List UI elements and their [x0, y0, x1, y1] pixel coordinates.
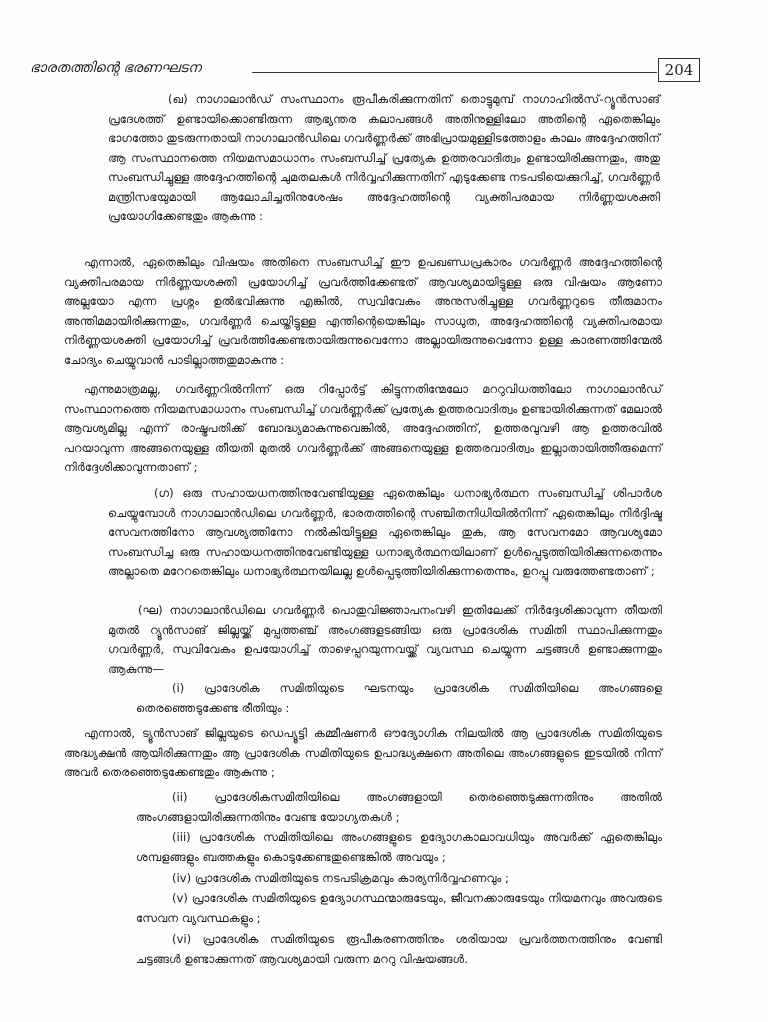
proviso-paragraph: എന്നാൽ, ഏതെങ്കിലും വിഷയം അതിനെ സംബന്ധിച്ച് ഈ ഉപഖണ്ഡപ്രകാരം ഗവർണ്ണർ അദ്ദേഹത്തിന്റെ വ്യക്തിപരമായ നിർണ്ണയശക്തി പ്രയോഗിച്ച് പ്രവർത്തിക്കേണ്ടത് ആവശ്യമായിട്ടുള്ള ഒരു വിഷയം ആണോ അല്ലയോ എന്ന പ്രശ്നം ഉൽഭവിക്കുന്നു എങ്കിൽ, സ്വവിവേകം അനുസരിച്ചുള്ള ഗവർണ്ണറുടെ തീരുമാനം അന്തിമമായിരിക്കുന്നതും, ഗവർണ്ണർ ചെയ്തിട്ടുള്ള എന്തിന്റെയെങ്കിലും സാധുത, അദ്ദേഹത്തിന്റെ വ്യക്തിപരമായ നിർണ്ണയശക്തി പ്രയോഗിച്ച് പ്രവർത്തിക്കേണ്ടതായിരുന്നുവെന്നോ അല്ലായിരുന്നുവെന്നോ ഉള്ള കാരണത്തിന്മേൽ ചോദ്യം ചെയ്യുവാൻ പാടില്ലാത്തതുമാകുന്നു :	[64, 255, 662, 367]
book-title: ഭാരതത്തിന്റെ ഭരണഘടന	[30, 60, 201, 76]
sub-clause-iii: (iii) പ്രാദേശിക സമിതിയിലെ അംഗങ്ങളുടെ ഉദ്യോഗകാലാവധിയും അവർക്ക് ഏതെങ്കിലും ശമ്പളങ്ങളും ബത്തകളും കൊടുക്കേണ്ടതുണ്ടെങ്കിൽ അവയും ;	[136, 830, 662, 864]
sub-clause-iv: (iv) പ്രാദേശിക സമിതിയുടെ നടപടിക്രമവും കാര്യനിർവ്വഹണവും ;	[172, 871, 509, 885]
sub-clause-i-proviso: എന്നാൽ, ട്യൂൻസാങ് ജില്ലയുടെ ഡെപ്യൂട്ടി കമ്മീഷണർ ഔദ്യോഗിക നിലയിൽ ആ പ്രാദേശിക സമിതിയുടെ അദ്ധ്യക്ഷൻ ആയിരിക്കുന്നതും ആ പ്രാദേശിക സമിതിയുടെ ഉപാദ്ധ്യക്ഷനെ അതിലെ അംഗങ്ങളുടെ ഇടയിൽ നിന്ന് അവർ തെരഞ്ഞെടുക്കേണ്ടതും ആകുന്നു ;	[64, 726, 662, 779]
header-rule	[252, 72, 657, 73]
clause-kha: (ഖ) നാഗാലാൻഡ് സംസ്ഥാനം രൂപീകരിക്കുന്നതിന് തൊട്ടുമുമ്പ് നാഗാഹിൽസ്-റ്യൂൻസാങ് പ്രദേശത്ത് ഉണ്ടായിക്കൊണ്ടിരുന്ന ആഭ്യന്തര കലാപങ്ങൾ അതിനുള്ളിലോ അതിന്റെ ഏതെങ്കിലും ഭാഗത്തോ തുടരുന്നതായി നാഗാലാൻഡിലെ ഗവർണ്ണർക്ക് അഭിപ്രായമുള്ളിടത്തോളം കാലം അദ്ദേഹത്തിന് ആ സംസ്ഥാനത്തെ നിയമസമാധാനം സംബന്ധിച്ച് പ്രത്യേക ഉത്തരവാദിത്വം ഉണ്ടായിരിക്കുന്നതും, അതു സംബന്ധിച്ചുള്ള അദ്ദേഹത്തിന്റെ ചുമതലകൾ നിർവ്വഹിക്കുന്നതിന് എടുക്കേണ്ട നടപടിയെക്കുറിച്ച്, ഗവർണ്ണർ മന്ത്രിസഭയുമായി ആലോചിച്ചതിനുശേഷം അദ്ദേഹത്തിന്റെ വ്യക്തിപരമായ നിർണ്ണയശക്തി പ്രയോഗിക്കേണ്ടതും ആകുന്നു :	[108, 92, 660, 223]
sub-clause-ii: (ii) പ്രാദേശികസമിതിയിലെ അംഗങ്ങളായി തെരഞ്ഞെടുക്കുന്നതിനും അതിൽ അംഗങ്ങളായിരിക്കുന്നതിനും വേണ്ട യോഗ്യതകൾ ;	[136, 790, 662, 824]
sub-clause-v: (v) പ്രാദേശിക സമിതിയുടെ ഉദ്യോഗസ്ഥന്മാരുടേയും, ജീവനക്കാരുടേയും നിയമനവും അവരുടെ സേവന വ്യവസ്ഥകളും ;	[136, 891, 662, 925]
running-header	[30, 58, 694, 84]
sub-clause-vi: (vi) പ്രാദേശിക സമിതിയുടെ രൂപീകരണത്തിനും ശരിയായ പ്രവർത്തനത്തിനും വേണ്ടി ചട്ടങ്ങൾ ഉണ്ടാക്കുന്നത് ആവശ്യമായി വരുന്ന മററു വിഷയങ്ങൾ.	[136, 932, 662, 966]
clause-gha: (ഘ) നാഗാലാൻഡിലെ ഗവർണ്ണർ പൊതുവിജ്ഞാപനംവഴി ഇതിലേക്ക് നിർദ്ദേശിക്കാവുന്ന തീയതി മുതൽ റ്യൂൻസാങ് ജില്ലയ്ക്ക് മുപ്പത്തഞ്ച് അംഗങ്ങളടങ്ങിയ ഒരു പ്രാദേശിക സമിതി സ്ഥാപിക്കുന്നതും ഗവർണ്ണർ, സ്വവിവേകം ഉപയോഗിച്ച് താഴെപ്പറയുന്നവയ്ക്ക് വ്യവസ്ഥ ചെയ്യുന്ന ചട്ടങ്ങൾ ഉണ്ടാക്കുന്നതും ആകുന്നു—	[108, 603, 662, 676]
clause-ga: (ഗ) ഒരു സഹായധനത്തിനുവേണ്ടിയുള്ള ഏതെങ്കിലും ധനാഭ്യർത്ഥന സംബന്ധിച്ച് ശിപാർശ ചെയ്യുമ്പോൾ നാഗാലാൻഡിലെ ഗവർണ്ണർ, ഭാരതത്തിന്റെ സഞ്ചിതനിധിയിൽനിന്ന് ഏതെങ്കിലും നിർദ്ദിഷ്ട സേവനത്തിനോ ആവശ്യത്തിനോ നൽകിയിട്ടുള്ള ഏതെങ്കിലും തുക, ആ സേവനമോ ആവശ്യമോ സംബന്ധിച്ച ഒരു സഹായധനത്തിനുവേണ്ടിയുള്ള ധനാഭ്യർത്ഥനയിലാണ് ഉൾപ്പെടുത്തിയിരിക്കുന്നതെന്നും അല്ലാതെ മറേറതെങ്കിലും ധനാഭ്യർത്ഥനയിലല്ല ഉൾപ്പെടുത്തിയിരിക്കുന്നതെന്നും, ഉറപ്പു വരുത്തേണ്ടതാണ് ;	[108, 486, 662, 578]
page-number: 204	[658, 58, 700, 82]
further-proviso-paragraph: എന്നുമാത്രമല്ല, ഗവർണ്ണറിൽനിന്ന് ഒരു റിപ്പോർട്ട് കിട്ടുന്നതിന്മേലോ മററുവിധത്തിലോ നാഗാലാൻഡ് സംസ്ഥാനത്തെ നിയമസമാധാനം സംബന്ധിച്ച് ഗവർണ്ണർക്ക് പ്രത്യേക ഉത്തരവാദിത്വം ഉണ്ടായിരിക്കുന്നത് മേലാൽ ആവശ്യമില്ല എന്ന് രാഷ്ട്രപതിക്ക് ബോദ്ധ്യമാകുന്നുവെങ്കിൽ, അദ്ദേഹത്തിന്, ഉത്തരവുവഴി ആ ഉത്തരവിൽ പറയാവുന്ന അങ്ങനെയുള്ള തീയതി മുതൽ ഗവർണ്ണർക്ക് അങ്ങനെയുള്ള ഉത്തരവാദിത്വം ഇല്ലാതായിത്തീരുമെന്ന് നിർദ്ദേശിക്കാവുന്നതാണ് ;	[64, 382, 662, 474]
sub-clause-i: (i) പ്രാദേശിക സമിതിയുടെ ഘടനയും പ്രാദേശിക സമിതിയിലെ അംഗങ്ങളെ തെരഞ്ഞെടുക്കേണ്ട രീതിയും :	[136, 681, 662, 715]
